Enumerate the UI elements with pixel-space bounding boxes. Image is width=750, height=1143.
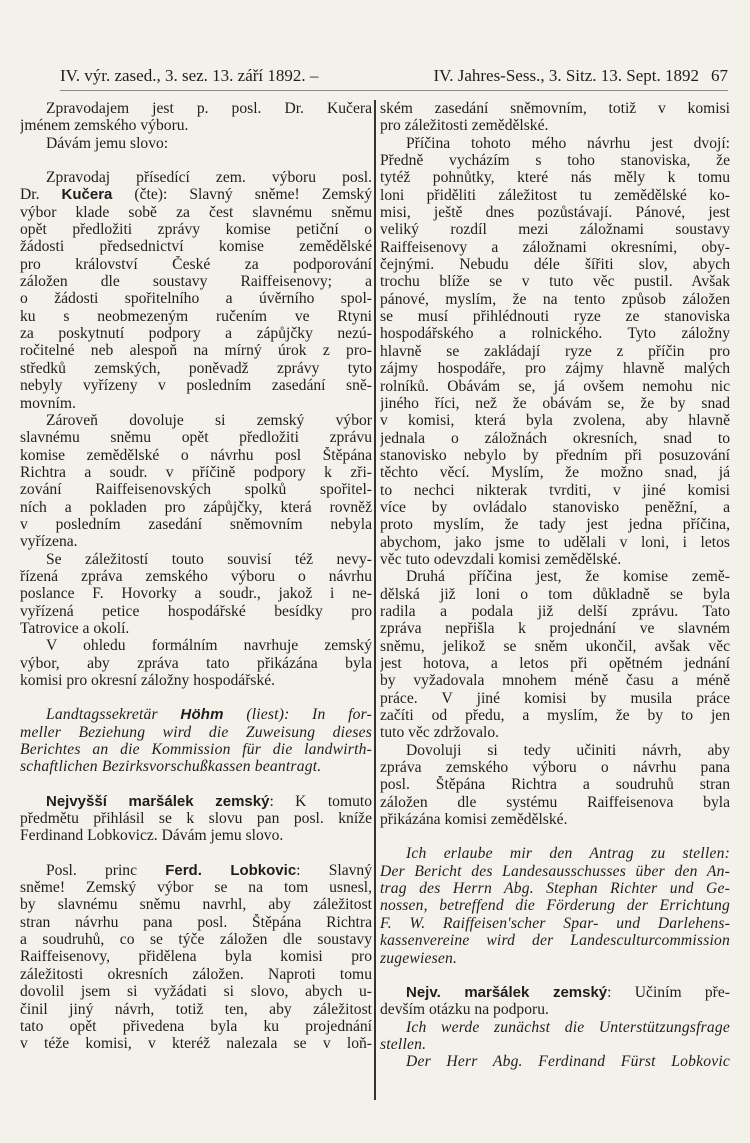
- paragraph: [380, 845, 730, 966]
- text-line: devším otázku na podporu.: [380, 1001, 549, 1019]
- column-divider: [374, 100, 376, 1100]
- text-line: záležitosti okresních záložen. Naproti tomu: [20, 965, 372, 983]
- text-line: trochu blíže se v tuto věc pustil. Avšak: [380, 273, 730, 291]
- text-line: [380, 984, 730, 1001]
- text-line: jiného říci, než že obávám se, že by snad: [380, 394, 730, 412]
- text-line: jest hotova, a letos při opětném jednání: [380, 655, 730, 672]
- text-line: středků zemských, poněvadž zprávy tyto: [20, 359, 372, 377]
- text-line: Ich erlaube mir den Antrag zu stellen:: [406, 845, 730, 863]
- text-line: věc tuto odevzdali komisi zemědělské.: [380, 550, 622, 568]
- text-line: jednala o záložnách okresních, snad to: [380, 429, 730, 447]
- text-line: Tatrovice a okolí.: [20, 619, 130, 637]
- text-line: dovolil jsem si vyžádati si slovo, abych u-: [20, 983, 372, 1001]
- speaker-name: Ferd. Lobkovic: [165, 861, 297, 879]
- text-segment: : K tomuto: [269, 792, 372, 810]
- text-line: ském zasedání sněmovním, totiž v komisi: [380, 100, 730, 117]
- text-line: v komisi, která byla zvolena, aby hlavně: [380, 412, 730, 430]
- text-line: hospodářského a rolnického. Tyto záložny: [380, 325, 730, 343]
- text-line: Der Herr Abg. Ferdinand Fürst Lobkovic: [406, 1053, 730, 1071]
- text-line: by vyžadovala mnohem méně času a méně: [380, 672, 730, 690]
- text-line: předmětu přihlásil se k slovu pan posl. kníže: [20, 810, 372, 828]
- text-line: pro království České za podporování: [20, 255, 372, 273]
- right-column: [380, 100, 730, 1071]
- text-line: v téže komisi, v kteréž nalezala se v loň-: [20, 1035, 372, 1053]
- left-column: [20, 100, 372, 1053]
- text-line: zpráva nepřišla k projednání ve slavném: [380, 620, 730, 638]
- text-line: Zpravodajem jest p. posl. Dr. Kučera: [46, 100, 372, 117]
- text-line: V ohledu formálním navrhuje zemský: [46, 637, 372, 655]
- text-line: vyřízena.: [20, 533, 78, 551]
- text-line: nossen, betreffend die Förderung der Errichtung: [380, 897, 730, 915]
- text-line: [20, 793, 372, 810]
- text-segment: Dr.: [20, 186, 62, 204]
- text-line: by slavnému sněmu navrhl, aby záležitost: [20, 896, 372, 914]
- text-segment: : Učiním pře-: [607, 983, 730, 1001]
- paragraph: [20, 551, 372, 638]
- header-czech: [60, 66, 318, 86]
- text-line: tato opět přivedena byla ku projednání: [20, 1017, 372, 1035]
- text-line: Předně vycházím s toho stanoviska, že: [380, 152, 730, 170]
- text-line: ročitelné neb alespoň na mírný úrok z pro-: [20, 342, 372, 360]
- text-line: a soudruhů, co se týče záložen dle soustavy: [20, 931, 372, 949]
- text-line: tuto věc zdržovalo.: [380, 724, 500, 742]
- speaker-name: Nejvyšší maršálek zemský: [46, 792, 270, 810]
- text-line: posl. Štěpána Richtra a soudruhů stran: [380, 776, 730, 794]
- speaker-name: Kučera: [61, 186, 113, 204]
- paragraph: [20, 637, 372, 689]
- text-line: těchto věcí. Myslím, že možno snad, já: [380, 464, 730, 482]
- text-segment: : Slavný: [296, 861, 372, 879]
- paragraph: [20, 706, 372, 775]
- text-line: začíti od předu, a myslím, že by to jen: [380, 707, 730, 725]
- text-line: záložen dle soustavy Raiffeisenovy; a: [20, 273, 372, 291]
- speaker-name: Höhm: [180, 706, 224, 724]
- text-line: Zpravodaj přísedící zem. výboru posl.: [46, 169, 372, 187]
- text-line: řízená zpráva zemského výboru o návrhu: [20, 567, 372, 585]
- paragraph: [20, 135, 372, 152]
- text-line: záložen dle systému Raiffeisenova byla: [380, 793, 730, 811]
- text-line: rolníků. Obávám se, já ovšem nemohu nic: [380, 377, 730, 395]
- text-line: činil jiný návrh, totiž ten, aby záležitost: [20, 1000, 372, 1018]
- text-line: vyřízená petice hospodářské besídky pro: [20, 602, 372, 620]
- text-line: opět předložiti zprávy komise petiční o: [20, 221, 372, 239]
- text-line: [20, 186, 372, 203]
- text-line: Raiffeisenovy, přidělena byla komisi pro: [20, 948, 372, 966]
- text-line: Richtra a soudr. v příčině podpory k zři-: [20, 463, 372, 481]
- paragraph: [380, 1053, 730, 1070]
- text-segment: (čte): Slavný sněme! Zemský: [112, 186, 372, 204]
- text-line: radila a podala již delší zprávu. Tato: [380, 602, 730, 620]
- header-german: [433, 66, 728, 86]
- text-line: veliký rozdíl mezi záložnami soustavy: [380, 221, 730, 239]
- header-czech-text: IV. výr. zased., 3. sez. 13. září 1892.: [60, 66, 306, 85]
- text-line: zování Raiffeisenovských spolků spořitel-: [20, 481, 372, 499]
- text-segment: Posl. princ: [46, 861, 166, 879]
- text-line: jménem zemského výboru.: [20, 117, 189, 135]
- text-line: Příčina tohoto mého návrhu jest dvojí:: [406, 134, 730, 152]
- text-line: stanovisko nebylo by předním při posuzování: [380, 446, 730, 464]
- paragraph: [380, 1019, 730, 1054]
- text-segment: (liest): In for-: [223, 706, 372, 724]
- text-line: [20, 706, 372, 723]
- paragraph: [20, 862, 372, 1053]
- text-line: výbor klade sobě za čest slavnému sněmu: [20, 203, 372, 221]
- text-line: dělská již loni o tom důkladně se byla: [380, 585, 730, 603]
- text-line: loni přiděliti záležitost tu zemědělské ko-: [380, 186, 730, 204]
- running-header: [60, 60, 728, 91]
- header-dash: –: [309, 66, 319, 85]
- text-line: abychom, jako jsme to udělali v loni, i letos: [380, 533, 730, 551]
- paragraph: [20, 793, 372, 845]
- paragraph: [20, 100, 372, 135]
- text-line: Se záležitostí touto souvisí též nevy-: [46, 550, 372, 568]
- text-line: čejnými. Nebudu déle šířiti slov, abych: [380, 256, 730, 274]
- text-line: stellen.: [380, 1035, 427, 1053]
- speaker-name: Nejv. maršálek zemský: [406, 983, 608, 1001]
- text-line: poslance F. Hovorky a soudr., jakož i ne-: [20, 585, 372, 603]
- text-line: výbor, aby zpráva tato přikázána byla: [20, 654, 372, 672]
- text-line: schaftlichen Bezirksvorschußkassen beantragt.: [20, 758, 322, 776]
- text-line: Berichtes an die Kommission für die landwirth-: [20, 741, 372, 759]
- text-line: o žádosti spořitelního a úvěrního spol-: [20, 290, 372, 308]
- paragraph: [380, 984, 730, 1019]
- paragraph: [20, 169, 372, 412]
- text-line: ku s neobmezeným ručením ve Rtyni: [20, 307, 372, 325]
- text-line: komise zemědělské o návrhu posl Štěpána: [20, 446, 372, 464]
- text-line: se musí přihlédnouti ryze ze stanoviska: [380, 308, 730, 326]
- text-line: hlavně se zakládají ryze z příčin pro: [380, 342, 730, 360]
- text-line: stran návrhu pana posl. Štěpána Richtra: [20, 913, 372, 931]
- header-german-text: IV. Jahres-Sess., 3. Sitz. 13. Sept. 1892: [433, 66, 699, 85]
- text-line: F. W. Raiffeisen'scher Spar- und Darlehens-: [380, 914, 730, 932]
- text-line: zpráva zemského výboru o návrhu pana: [380, 759, 730, 777]
- text-line: pánové, myslím, že na tento způsob záložen: [380, 290, 730, 308]
- text-line: movním.: [20, 394, 76, 412]
- text-line: ních a pokladen pro zápůjčky, která rovněž: [20, 498, 372, 516]
- text-line: práce. V jiné komisi by musila práce: [380, 689, 730, 707]
- paragraph: [20, 412, 372, 551]
- text-line: meller Beziehung wird die Zuweisung dieses: [20, 723, 372, 741]
- text-line: za poskytnutí podpory a zápůjčky nezú-: [20, 325, 372, 343]
- text-line: trag des Herrn Abg. Stephan Richter und Ge-: [380, 880, 730, 898]
- text-line: Ich werde zunächst die Unterstützungsfrage: [406, 1018, 730, 1036]
- text-line: Zároveň dovoluje si zemský výbor: [46, 411, 372, 429]
- text-line: více by ovládalo stanovisko peněžní, a: [380, 498, 730, 516]
- text-line: přikázána komisi zemědělské.: [380, 811, 568, 829]
- text-line: tytéž pohnůtky, které nás měly k tomu: [380, 169, 730, 187]
- text-line: [20, 862, 372, 879]
- page-number: 67: [711, 66, 728, 85]
- text-line: zájmy hospodáře, pro zájmy hlavně malých: [380, 360, 730, 378]
- text-line: nebyly vyřízeny v posledním zasedání sně-: [20, 377, 372, 395]
- paragraph: [380, 100, 730, 135]
- text-line: sněmu, jelikož se sněm ukončil, avšak věc: [380, 637, 730, 655]
- text-line: Ferdinand Lobkovicz. Dávám jemu slovo.: [20, 827, 284, 845]
- text-line: v posledním zasedání sněmovním nebyla: [20, 515, 372, 533]
- paragraph: [380, 135, 730, 569]
- text-line: Dovoluji si tedy učiniti návrh, aby: [406, 741, 730, 759]
- text-line: žádosti předsednictví komise zemědělské: [20, 238, 372, 256]
- text-line: pro záležitosti zemědělské.: [380, 117, 549, 135]
- text-line: proto myslím, že tady jest jedna příčina,: [380, 516, 730, 534]
- text-line: Raiffeisenovy a záložnami okresními, oby-: [380, 238, 730, 256]
- text-line: misi, ještě dnes pozůstávají. Pánové, jest: [380, 204, 730, 222]
- text-line: zugewiesen.: [380, 949, 458, 967]
- text-segment: Landtagssekretär: [46, 706, 181, 724]
- paragraph: [380, 568, 730, 741]
- text-line: to nechci nikterak tvrditi, v jiné komisi: [380, 481, 730, 499]
- text-line: Dávám jemu slovo:: [46, 134, 169, 152]
- paragraph: [380, 742, 730, 829]
- text-line: slavnému sněmu opět předložiti zprávu: [20, 429, 372, 447]
- text-line: komisi pro okresní záložny hospodářské.: [20, 672, 276, 689]
- text-line: sněme! Zemský výbor se na tom usnesl,: [20, 879, 372, 897]
- text-line: Der Bericht des Landesausschusses über den An-: [380, 862, 730, 880]
- text-line: kassenvereine wird der Landesculturcommission: [380, 932, 730, 950]
- text-line: Druhá příčina jest, že komise země-: [406, 568, 730, 586]
